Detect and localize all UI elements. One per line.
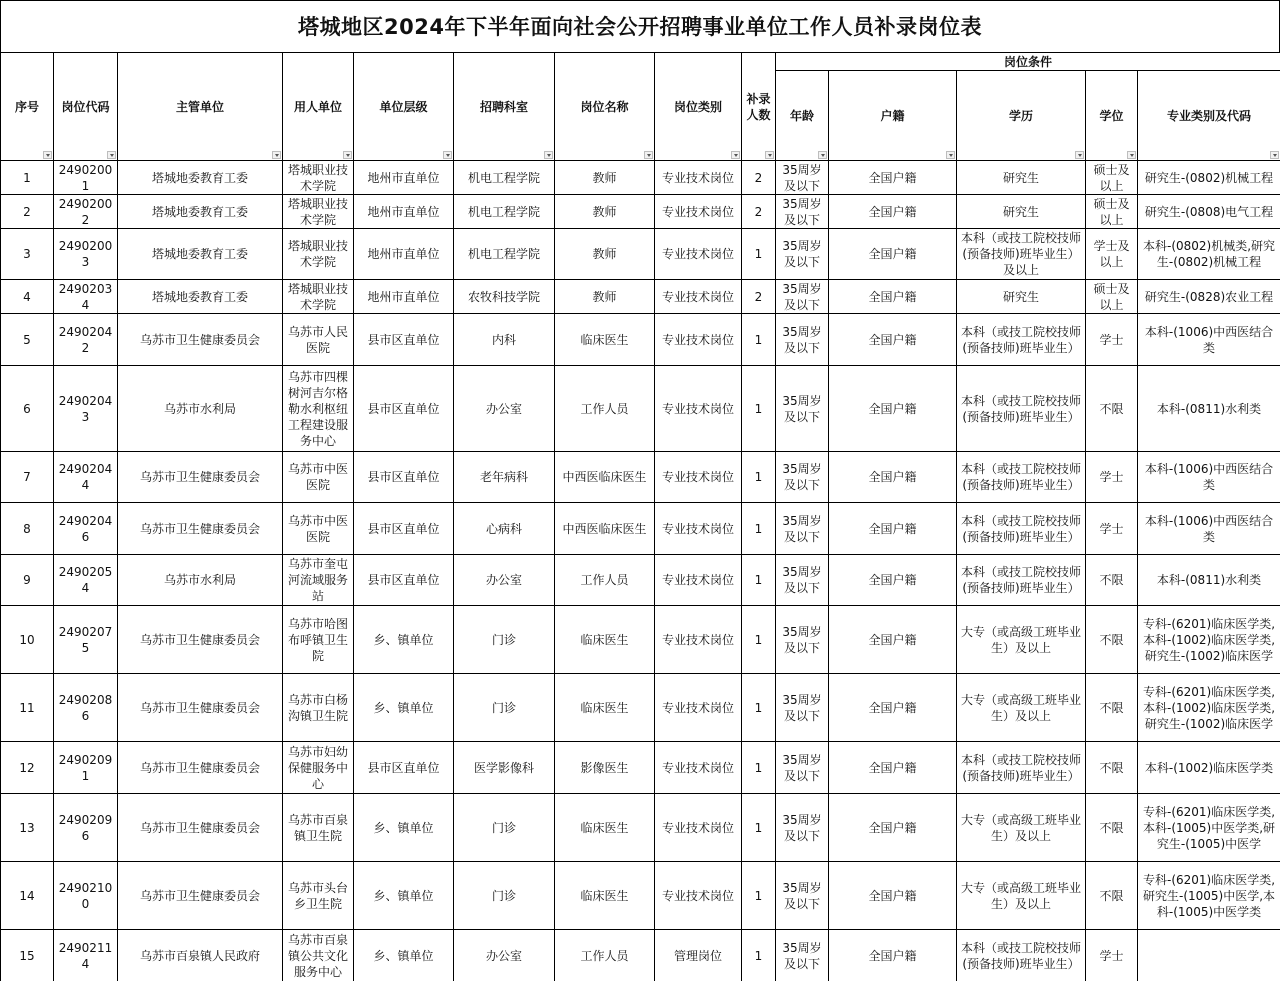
row-employer[interactable]: 乌苏市妇幼保健服务中心 bbox=[283, 742, 354, 794]
row-office[interactable]: 门诊 bbox=[454, 606, 555, 674]
row-position[interactable]: 临床医生 bbox=[555, 606, 655, 674]
row-code[interactable]: 24902054 bbox=[54, 555, 118, 606]
row-seq[interactable]: 11 bbox=[1, 674, 54, 742]
row-dept[interactable]: 塔城地委教育工委 bbox=[118, 280, 283, 314]
row-education[interactable]: 本科（或技工院校技师(预备技师)班毕业生） bbox=[957, 314, 1086, 366]
row-degree[interactable]: 不限 bbox=[1086, 862, 1138, 930]
row-code[interactable]: 24902043 bbox=[54, 366, 118, 452]
row-major[interactable]: 本科-(1006)中西医结合类 bbox=[1138, 314, 1280, 366]
row-employer[interactable]: 乌苏市中医医院 bbox=[283, 503, 354, 555]
header-category: 岗位类别 bbox=[655, 53, 742, 161]
row-code[interactable]: 24902086 bbox=[54, 674, 118, 742]
row-age[interactable]: 35周岁及以下 bbox=[776, 794, 829, 862]
row-position[interactable]: 工作人员 bbox=[555, 366, 655, 452]
row-age[interactable]: 35周岁及以下 bbox=[776, 452, 829, 503]
row-code[interactable]: 24902034 bbox=[54, 280, 118, 314]
row-education[interactable]: 大专（或高级工班毕业生）及以上 bbox=[957, 674, 1086, 742]
header-office: 招聘科室 bbox=[454, 53, 555, 161]
row-seq[interactable]: 3 bbox=[1, 229, 54, 280]
row-office[interactable]: 农牧科技学院 bbox=[454, 280, 555, 314]
row-position[interactable]: 教师 bbox=[555, 195, 655, 229]
row-hukou[interactable]: 全国户籍 bbox=[829, 314, 957, 366]
row-age[interactable]: 35周岁及以下 bbox=[776, 674, 829, 742]
table-row bbox=[1, 794, 1280, 862]
positions-table bbox=[0, 52, 1280, 981]
row-employer[interactable]: 乌苏市哈图布呼镇卫生院 bbox=[283, 606, 354, 674]
row-seq[interactable]: 5 bbox=[1, 314, 54, 366]
row-dept[interactable]: 乌苏市水利局 bbox=[118, 366, 283, 452]
row-education[interactable]: 本科（或技工院校技师(预备技师)班毕业生） bbox=[957, 930, 1086, 981]
filter-dropdown-icon[interactable] bbox=[765, 151, 774, 159]
table-row bbox=[1, 280, 1280, 314]
table-row bbox=[1, 314, 1280, 366]
header-hukou: 户籍 bbox=[829, 71, 957, 161]
filter-dropdown-icon[interactable] bbox=[544, 151, 553, 159]
row-count[interactable]: 1 bbox=[742, 229, 776, 280]
row-employer[interactable]: 塔城职业技术学院 bbox=[283, 280, 354, 314]
header-seq: 序号 bbox=[1, 53, 54, 161]
table-row bbox=[1, 195, 1280, 229]
row-degree[interactable]: 不限 bbox=[1086, 555, 1138, 606]
row-major[interactable]: 专科-(6201)临床医学类,本科-(1002)临床医学类,研究生-(1002)临床医学 bbox=[1138, 606, 1280, 674]
row-code[interactable]: 24902001 bbox=[54, 161, 118, 195]
row-category[interactable]: 专业技术岗位 bbox=[655, 606, 742, 674]
row-degree[interactable]: 学士 bbox=[1086, 314, 1138, 366]
row-level[interactable]: 地州市直单位 bbox=[354, 161, 454, 195]
row-employer[interactable]: 乌苏市白杨沟镇卫生院 bbox=[283, 674, 354, 742]
row-seq[interactable]: 13 bbox=[1, 794, 54, 862]
table-header bbox=[1, 53, 1280, 161]
row-level[interactable]: 乡、镇单位 bbox=[354, 606, 454, 674]
row-category[interactable]: 专业技术岗位 bbox=[655, 280, 742, 314]
row-degree[interactable]: 硕士及以上 bbox=[1086, 280, 1138, 314]
row-age[interactable]: 35周岁及以下 bbox=[776, 161, 829, 195]
row-code[interactable]: 24902042 bbox=[54, 314, 118, 366]
row-category[interactable]: 管理岗位 bbox=[655, 930, 742, 981]
row-code[interactable]: 24902003 bbox=[54, 229, 118, 280]
filter-dropdown-icon[interactable] bbox=[731, 151, 740, 159]
row-education[interactable]: 研究生 bbox=[957, 195, 1086, 229]
row-dept[interactable]: 乌苏市卫生健康委员会 bbox=[118, 674, 283, 742]
table-row bbox=[1, 606, 1280, 674]
row-degree[interactable]: 硕士及以上 bbox=[1086, 195, 1138, 229]
row-hukou[interactable]: 全国户籍 bbox=[829, 555, 957, 606]
row-category[interactable]: 专业技术岗位 bbox=[655, 674, 742, 742]
row-employer[interactable]: 乌苏市四棵树河吉尔格勒水利枢纽工程建设服务中心 bbox=[283, 366, 354, 452]
row-hukou[interactable]: 全国户籍 bbox=[829, 366, 957, 452]
row-degree[interactable]: 不限 bbox=[1086, 794, 1138, 862]
table-row bbox=[1, 503, 1280, 555]
header-conditions: 岗位条件 bbox=[776, 53, 1280, 71]
row-seq[interactable]: 2 bbox=[1, 195, 54, 229]
filter-dropdown-icon[interactable] bbox=[1075, 151, 1084, 159]
filter-dropdown-icon[interactable] bbox=[343, 151, 352, 159]
row-count[interactable]: 1 bbox=[742, 606, 776, 674]
row-education[interactable]: 研究生 bbox=[957, 280, 1086, 314]
row-position[interactable]: 影像医生 bbox=[555, 742, 655, 794]
row-major[interactable]: 本科-(1006)中西医结合类 bbox=[1138, 503, 1280, 555]
row-level[interactable]: 县市区直单位 bbox=[354, 452, 454, 503]
filter-dropdown-icon[interactable] bbox=[1127, 151, 1136, 159]
row-count[interactable]: 2 bbox=[742, 195, 776, 229]
row-hukou[interactable]: 全国户籍 bbox=[829, 794, 957, 862]
row-seq[interactable]: 12 bbox=[1, 742, 54, 794]
row-employer[interactable]: 塔城职业技术学院 bbox=[283, 195, 354, 229]
filter-dropdown-icon[interactable] bbox=[272, 151, 281, 159]
row-position[interactable]: 工作人员 bbox=[555, 555, 655, 606]
header-edu: 学历 bbox=[957, 71, 1086, 161]
row-seq[interactable]: 10 bbox=[1, 606, 54, 674]
filter-dropdown-icon[interactable] bbox=[818, 151, 827, 159]
row-seq[interactable]: 1 bbox=[1, 161, 54, 195]
row-major[interactable]: 本科-(0811)水利类 bbox=[1138, 366, 1280, 452]
row-office[interactable]: 门诊 bbox=[454, 674, 555, 742]
row-hukou[interactable]: 全国户籍 bbox=[829, 280, 957, 314]
row-degree[interactable]: 硕士及以上 bbox=[1086, 161, 1138, 195]
row-code[interactable]: 24902044 bbox=[54, 452, 118, 503]
row-code[interactable]: 24902002 bbox=[54, 195, 118, 229]
row-position[interactable]: 临床医生 bbox=[555, 674, 655, 742]
row-major[interactable] bbox=[1138, 930, 1280, 981]
table-row bbox=[1, 742, 1280, 794]
row-hukou[interactable]: 全国户籍 bbox=[829, 742, 957, 794]
row-dept[interactable]: 塔城地委教育工委 bbox=[118, 161, 283, 195]
table-row bbox=[1, 161, 1280, 195]
row-hukou[interactable]: 全国户籍 bbox=[829, 606, 957, 674]
row-major[interactable]: 本科-(1006)中西医结合类 bbox=[1138, 452, 1280, 503]
row-age[interactable]: 35周岁及以下 bbox=[776, 229, 829, 280]
row-position[interactable]: 临床医生 bbox=[555, 314, 655, 366]
table-row bbox=[1, 452, 1280, 503]
row-level[interactable]: 县市区直单位 bbox=[354, 742, 454, 794]
row-position[interactable]: 教师 bbox=[555, 161, 655, 195]
row-count[interactable]: 1 bbox=[742, 555, 776, 606]
row-degree[interactable]: 学士 bbox=[1086, 503, 1138, 555]
row-hukou[interactable]: 全国户籍 bbox=[829, 452, 957, 503]
row-count[interactable]: 1 bbox=[742, 674, 776, 742]
filter-dropdown-icon[interactable] bbox=[107, 151, 116, 159]
row-office[interactable]: 办公室 bbox=[454, 930, 555, 981]
row-count[interactable]: 2 bbox=[742, 280, 776, 314]
row-seq[interactable]: 14 bbox=[1, 862, 54, 930]
row-major[interactable]: 研究生-(0828)农业工程 bbox=[1138, 280, 1280, 314]
row-office[interactable]: 老年病科 bbox=[454, 452, 555, 503]
row-code[interactable]: 24902075 bbox=[54, 606, 118, 674]
row-dept[interactable]: 乌苏市卫生健康委员会 bbox=[118, 742, 283, 794]
row-education[interactable]: 本科（或技工院校技师(预备技师)班毕业生）及以上 bbox=[957, 229, 1086, 280]
row-degree[interactable]: 学士 bbox=[1086, 930, 1138, 981]
row-dept[interactable]: 乌苏市卫生健康委员会 bbox=[118, 794, 283, 862]
row-office[interactable]: 办公室 bbox=[454, 555, 555, 606]
table-row bbox=[1, 366, 1280, 452]
row-office[interactable]: 机电工程学院 bbox=[454, 229, 555, 280]
row-count[interactable]: 1 bbox=[742, 862, 776, 930]
row-category[interactable]: 专业技术岗位 bbox=[655, 195, 742, 229]
page-title: 塔城地区2024年下半年面向社会公开招聘事业单位工作人员补录岗位表 bbox=[0, 0, 1280, 52]
row-hukou[interactable]: 全国户籍 bbox=[829, 229, 957, 280]
row-degree[interactable]: 不限 bbox=[1086, 674, 1138, 742]
row-major[interactable]: 研究生-(0802)机械工程 bbox=[1138, 161, 1280, 195]
row-code[interactable]: 24902046 bbox=[54, 503, 118, 555]
row-count[interactable]: 1 bbox=[742, 366, 776, 452]
row-level[interactable]: 县市区直单位 bbox=[354, 314, 454, 366]
row-level[interactable]: 县市区直单位 bbox=[354, 555, 454, 606]
row-level[interactable]: 乡、镇单位 bbox=[354, 794, 454, 862]
header-level: 单位层级 bbox=[354, 53, 454, 161]
table-row bbox=[1, 862, 1280, 930]
row-employer[interactable]: 乌苏市百泉镇公共文化服务中心 bbox=[283, 930, 354, 981]
row-age[interactable]: 35周岁及以下 bbox=[776, 555, 829, 606]
row-office[interactable]: 医学影像科 bbox=[454, 742, 555, 794]
row-dept[interactable]: 乌苏市卫生健康委员会 bbox=[118, 862, 283, 930]
row-office[interactable]: 门诊 bbox=[454, 862, 555, 930]
header-position: 岗位名称 bbox=[555, 53, 655, 161]
row-dept[interactable]: 塔城地委教育工委 bbox=[118, 195, 283, 229]
row-level[interactable]: 地州市直单位 bbox=[354, 280, 454, 314]
row-employer[interactable]: 乌苏市人民医院 bbox=[283, 314, 354, 366]
row-major[interactable]: 研究生-(0808)电气工程 bbox=[1138, 195, 1280, 229]
row-age[interactable]: 35周岁及以下 bbox=[776, 606, 829, 674]
table-row bbox=[1, 555, 1280, 606]
row-major[interactable]: 专科-(6201)临床医学类,本科-(1002)临床医学类,研究生-(1002)临床医学 bbox=[1138, 674, 1280, 742]
row-position[interactable]: 教师 bbox=[555, 280, 655, 314]
row-seq[interactable]: 15 bbox=[1, 930, 54, 981]
row-seq[interactable]: 7 bbox=[1, 452, 54, 503]
row-education[interactable]: 本科（或技工院校技师(预备技师)班毕业生） bbox=[957, 555, 1086, 606]
row-category[interactable]: 专业技术岗位 bbox=[655, 503, 742, 555]
row-degree[interactable]: 不限 bbox=[1086, 742, 1138, 794]
row-category[interactable]: 专业技术岗位 bbox=[655, 366, 742, 452]
row-employer[interactable]: 乌苏市头台乡卫生院 bbox=[283, 862, 354, 930]
row-level[interactable]: 县市区直单位 bbox=[354, 503, 454, 555]
row-level[interactable]: 乡、镇单位 bbox=[354, 674, 454, 742]
row-major[interactable]: 专科-(6201)临床医学类,研究生-(1005)中医学,本科-(1005)中医学类 bbox=[1138, 862, 1280, 930]
table-row bbox=[1, 674, 1280, 742]
row-dept[interactable]: 乌苏市水利局 bbox=[118, 555, 283, 606]
row-education[interactable]: 本科（或技工院校技师(预备技师)班毕业生） bbox=[957, 366, 1086, 452]
row-hukou[interactable]: 全国户籍 bbox=[829, 862, 957, 930]
table-body bbox=[1, 161, 1280, 981]
row-office[interactable]: 机电工程学院 bbox=[454, 161, 555, 195]
row-seq[interactable]: 4 bbox=[1, 280, 54, 314]
row-dept[interactable]: 乌苏市卫生健康委员会 bbox=[118, 314, 283, 366]
row-employer[interactable]: 乌苏市中医医院 bbox=[283, 452, 354, 503]
row-education[interactable]: 大专（或高级工班毕业生）及以上 bbox=[957, 794, 1086, 862]
row-hukou[interactable]: 全国户籍 bbox=[829, 674, 957, 742]
row-category[interactable]: 专业技术岗位 bbox=[655, 452, 742, 503]
filter-dropdown-icon[interactable] bbox=[43, 151, 52, 159]
row-category[interactable]: 专业技术岗位 bbox=[655, 794, 742, 862]
row-employer[interactable]: 塔城职业技术学院 bbox=[283, 229, 354, 280]
row-position[interactable]: 临床医生 bbox=[555, 794, 655, 862]
row-code[interactable]: 24902100 bbox=[54, 862, 118, 930]
row-count[interactable]: 1 bbox=[742, 452, 776, 503]
row-dept[interactable]: 乌苏市卫生健康委员会 bbox=[118, 452, 283, 503]
row-office[interactable]: 办公室 bbox=[454, 366, 555, 452]
row-category[interactable]: 专业技术岗位 bbox=[655, 555, 742, 606]
row-seq[interactable]: 9 bbox=[1, 555, 54, 606]
row-age[interactable]: 35周岁及以下 bbox=[776, 195, 829, 229]
row-degree[interactable]: 学士 bbox=[1086, 452, 1138, 503]
row-level[interactable]: 地州市直单位 bbox=[354, 229, 454, 280]
row-category[interactable]: 专业技术岗位 bbox=[655, 862, 742, 930]
row-degree[interactable]: 学士及以上 bbox=[1086, 229, 1138, 280]
header-degree: 学位 bbox=[1086, 71, 1138, 161]
row-hukou[interactable]: 全国户籍 bbox=[829, 161, 957, 195]
filter-dropdown-icon[interactable] bbox=[1270, 151, 1279, 159]
row-count[interactable]: 1 bbox=[742, 314, 776, 366]
row-education[interactable]: 大专（或高级工班毕业生）及以上 bbox=[957, 606, 1086, 674]
row-employer[interactable]: 乌苏市奎屯河流域服务站 bbox=[283, 555, 354, 606]
row-dept[interactable]: 乌苏市卫生健康委员会 bbox=[118, 503, 283, 555]
row-major[interactable]: 本科-(0802)机械类,研究生-(0802)机械工程 bbox=[1138, 229, 1280, 280]
filter-dropdown-icon[interactable] bbox=[644, 151, 653, 159]
row-age[interactable]: 35周岁及以下 bbox=[776, 366, 829, 452]
row-position[interactable]: 中西医临床医生 bbox=[555, 452, 655, 503]
header-dept: 主管单位 bbox=[118, 53, 283, 161]
row-education[interactable]: 本科（或技工院校技师(预备技师)班毕业生） bbox=[957, 742, 1086, 794]
row-age[interactable]: 35周岁及以下 bbox=[776, 280, 829, 314]
row-hukou[interactable]: 全国户籍 bbox=[829, 930, 957, 981]
row-position[interactable]: 临床医生 bbox=[555, 862, 655, 930]
row-category[interactable]: 专业技术岗位 bbox=[655, 742, 742, 794]
row-count[interactable]: 1 bbox=[742, 742, 776, 794]
row-employer[interactable]: 塔城职业技术学院 bbox=[283, 161, 354, 195]
row-age[interactable]: 35周岁及以下 bbox=[776, 862, 829, 930]
row-code[interactable]: 24902096 bbox=[54, 794, 118, 862]
row-count[interactable]: 1 bbox=[742, 930, 776, 981]
header-employer: 用人单位 bbox=[283, 53, 354, 161]
row-count[interactable]: 1 bbox=[742, 794, 776, 862]
row-code[interactable]: 24902114 bbox=[54, 930, 118, 981]
row-employer[interactable]: 乌苏市百泉镇卫生院 bbox=[283, 794, 354, 862]
filter-dropdown-icon[interactable] bbox=[443, 151, 452, 159]
header-count: 补录人数 bbox=[742, 53, 776, 161]
row-age[interactable]: 35周岁及以下 bbox=[776, 742, 829, 794]
row-position[interactable]: 教师 bbox=[555, 229, 655, 280]
row-code[interactable]: 24902091 bbox=[54, 742, 118, 794]
filter-dropdown-icon[interactable] bbox=[946, 151, 955, 159]
row-education[interactable]: 本科（或技工院校技师(预备技师)班毕业生） bbox=[957, 503, 1086, 555]
row-dept[interactable]: 乌苏市百泉镇人民政府 bbox=[118, 930, 283, 981]
row-level[interactable]: 乡、镇单位 bbox=[354, 930, 454, 981]
header-major: 专业类别及代码 bbox=[1138, 71, 1280, 161]
row-level[interactable]: 乡、镇单位 bbox=[354, 862, 454, 930]
row-dept[interactable]: 塔城地委教育工委 bbox=[118, 229, 283, 280]
row-degree[interactable]: 不限 bbox=[1086, 366, 1138, 452]
row-education[interactable]: 本科（或技工院校技师(预备技师)班毕业生） bbox=[957, 452, 1086, 503]
row-seq[interactable]: 6 bbox=[1, 366, 54, 452]
header-code: 岗位代码 bbox=[54, 53, 118, 161]
table-row bbox=[1, 930, 1280, 981]
row-count[interactable]: 2 bbox=[742, 161, 776, 195]
row-major[interactable]: 专科-(6201)临床医学类,本科-(1005)中医学类,研究生-(1005)中医学 bbox=[1138, 794, 1280, 862]
row-age[interactable]: 35周岁及以下 bbox=[776, 503, 829, 555]
row-age[interactable]: 35周岁及以下 bbox=[776, 930, 829, 981]
table-row bbox=[1, 229, 1280, 280]
row-education[interactable]: 研究生 bbox=[957, 161, 1086, 195]
row-age[interactable]: 35周岁及以下 bbox=[776, 314, 829, 366]
row-office[interactable]: 门诊 bbox=[454, 794, 555, 862]
row-dept[interactable]: 乌苏市卫生健康委员会 bbox=[118, 606, 283, 674]
row-major[interactable]: 本科-(1002)临床医学类 bbox=[1138, 742, 1280, 794]
row-count[interactable]: 1 bbox=[742, 503, 776, 555]
row-education[interactable]: 大专（或高级工班毕业生）及以上 bbox=[957, 862, 1086, 930]
row-hukou[interactable]: 全国户籍 bbox=[829, 195, 957, 229]
row-major[interactable]: 本科-(0811)水利类 bbox=[1138, 555, 1280, 606]
row-category[interactable]: 专业技术岗位 bbox=[655, 229, 742, 280]
row-office[interactable]: 机电工程学院 bbox=[454, 195, 555, 229]
row-position[interactable]: 中西医临床医生 bbox=[555, 503, 655, 555]
row-seq[interactable]: 8 bbox=[1, 503, 54, 555]
row-office[interactable]: 内科 bbox=[454, 314, 555, 366]
row-level[interactable]: 地州市直单位 bbox=[354, 195, 454, 229]
row-level[interactable]: 县市区直单位 bbox=[354, 366, 454, 452]
row-degree[interactable]: 不限 bbox=[1086, 606, 1138, 674]
row-category[interactable]: 专业技术岗位 bbox=[655, 161, 742, 195]
header-age: 年龄 bbox=[776, 71, 829, 161]
row-position[interactable]: 工作人员 bbox=[555, 930, 655, 981]
row-office[interactable]: 心病科 bbox=[454, 503, 555, 555]
row-hukou[interactable]: 全国户籍 bbox=[829, 503, 957, 555]
row-category[interactable]: 专业技术岗位 bbox=[655, 314, 742, 366]
